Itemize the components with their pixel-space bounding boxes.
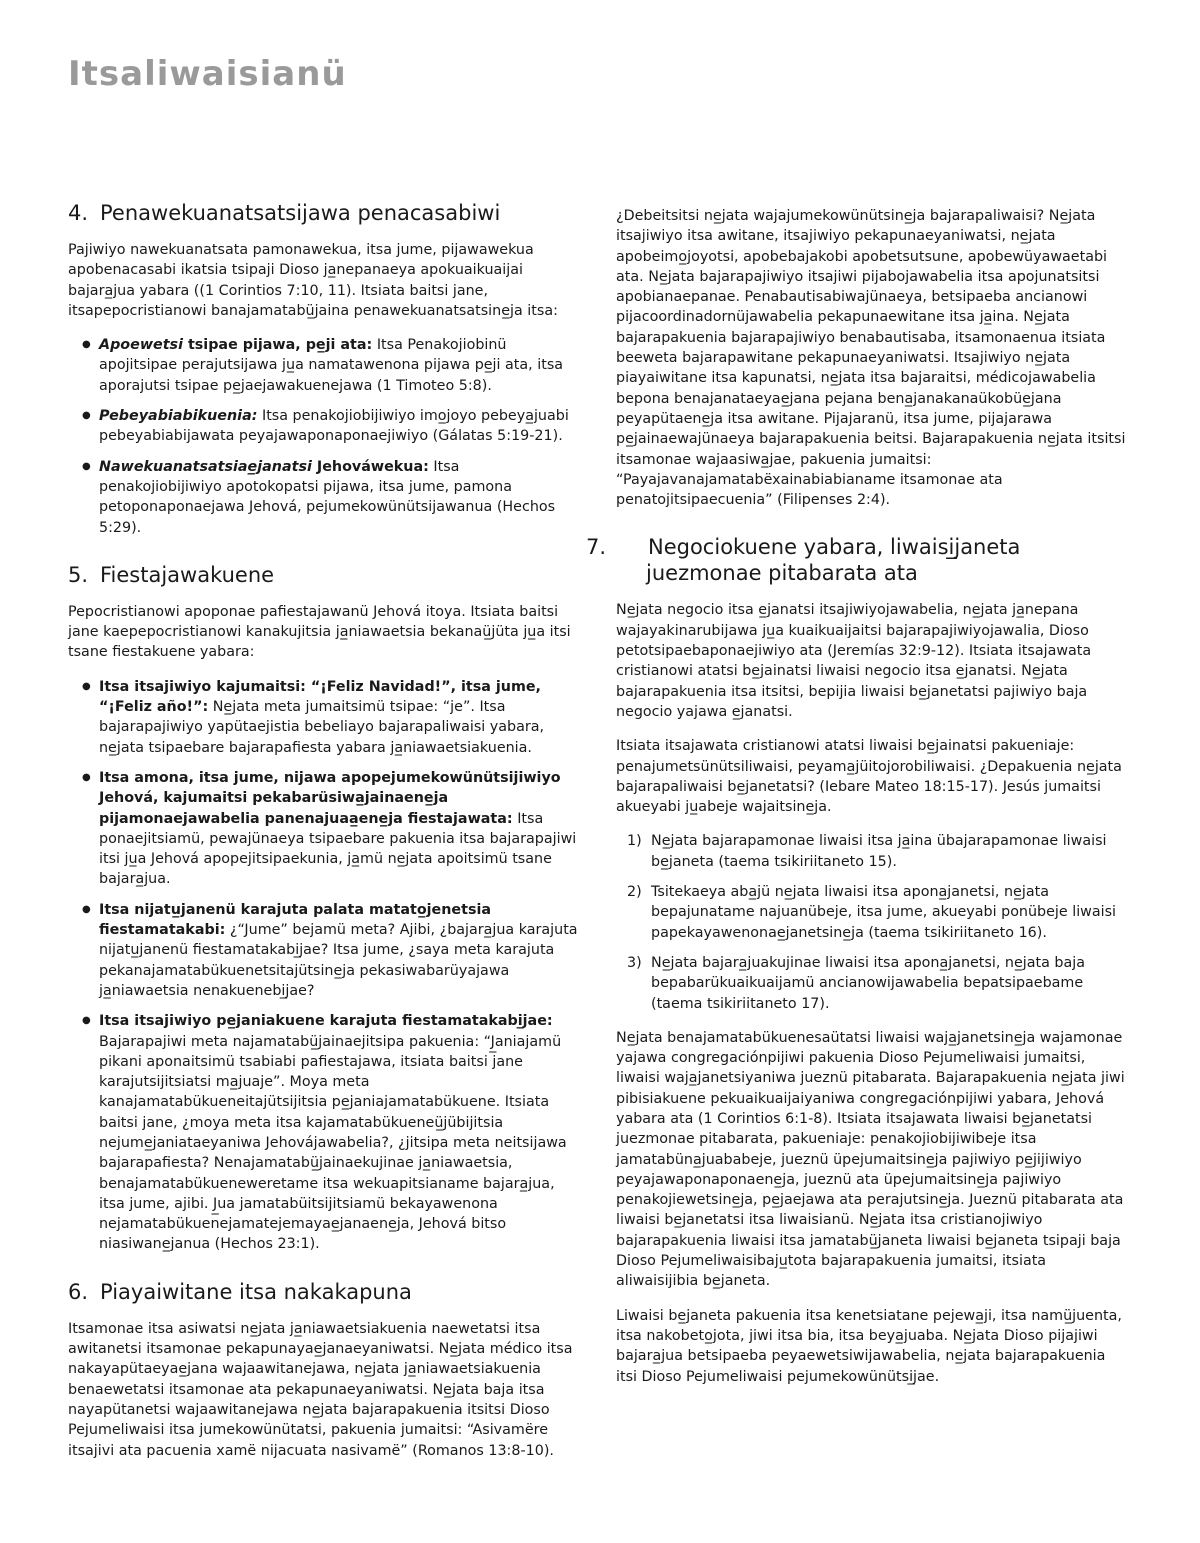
- step-text: Ne̲jata bajara̲juakujinae liwaisi itsa apona̲janetsi, ne̲jata baja bepabarükuaikuaijamü ancianowijawabelia bepatsipaebame (taema tsikiriitaneto 17).: [651, 954, 1085, 1012]
- list-item: [68, 1011, 581, 1255]
- section-4-number: 4.: [68, 201, 89, 225]
- section-4-paragraph: Pajiwiyo nawekuanatsata pamonawekua, itsa jume, pijawawekua apobenacasabi ikatsia tsipaji Dioso ja̲nepanaeya apokuaikuaijai bajara̲jua yabara ((1 Corintios 7:10, 11). Itsiata baitsi jane, itsapepocristianowi banajamatabü̲jaina penawekuanatsatsine̲ja itsa:: [68, 242, 558, 319]
- list-item: [68, 768, 581, 890]
- section-5-number: 5.: [68, 562, 89, 587]
- list-item: [68, 335, 581, 396]
- step-number: 2): [627, 884, 642, 901]
- list-item: [68, 677, 581, 758]
- section-7-paragraph-4: Liwaisi be̲janeta pakuenia itsa kenetsiatane pejewa̲ji, itsa namü̲juenta, itsa nakobeto̲jota, jiwi itsa bia, itsa beya̲juaba. Ne̲jata Dioso pijajiwi bajara̲jua betsipaeba peyaewetsiwijawabelia, ne̲jata bajarapakuenia itsi Dioso Pejumeliwaisi pejumekowünütsi̲jae.: [616, 1307, 1122, 1385]
- section-6-number: 6.: [68, 1279, 89, 1304]
- list-item: [68, 406, 581, 447]
- section-6-heading: [68, 1279, 581, 1305]
- page-header: Itsaliwaisianü: [68, 54, 347, 94]
- section-5-heading: [68, 562, 581, 588]
- bullet-label-italic: Pebeyabiabikuenia:: [99, 408, 258, 425]
- bullet-text: Ne̲jata meta jumaitsimü tsipae: “je”. Itsa bajarapajiwiyo yapütaejistia bebeliayo bajarapaliwaisi yabara, ne̲jata tsipaebare bajarapafiesta yabara ja̲niawaetsiakuenia.: [99, 699, 545, 756]
- bullet-label: Itsa nijatu̲janenü karajuta palata matato̲jenetsia fiestamatakabi:: [99, 901, 492, 939]
- section-5-list: [68, 677, 581, 1255]
- section-7-paragraph-3: Ne̲jata benajamatabükuenesaütatsi liwaisi waja̲janetsine̲ja wajamonae yajawa congregaciónpijiwi pakuenia Dioso Pejumeliwaisi jumaitsi, liwaisi waja̲janetsiyaniwa jueznü pitabarata. Bajarapakuenia ne̲jata jiwi pibisiakuene pekuaikuaijaiyaniwa congregaciónpijiwi yabara, Jehová yabara ata (1 Corintios 6:1-8). Itsiata itsajawata liwaisi be̲janetatsi juezmonae pitabarata, pakueniaje: penakojiobijiwibeje itsa jamatabüna̲juababeje, jueznü üpejumaitsine̲ja pajiwiyo pe̲jijiwiyo peyajawaponaponaene̲ja, jueznü ata üpejumaitsine̲ja pajiwiyo penakojiewetsine̲ja, pe̲jaejawa ata perajutsine̲ja. Jueznü pitabarata ata liwaisi be̲janetatsi itsa liwaisianü. Ne̲jata itsa cristianojiwiyo bajarapakuenia liwaisi itsa jamatabü̲janeta liwaisi be̲janeta tsipaji baja Dioso Pejumeliwaisibaju̲tota bajarapakuenia jumaitsi, itsiata aliwaisijibia be̲janeta.: [616, 1029, 1125, 1290]
- list-item: [616, 953, 1129, 1014]
- bullet-text: Bajarapajiwi meta najamatabü̲jainaejitsipa pakuenia: “J̲aniajamü pikani aponaitsimü tsabiabi pafiestajawa, itsiata baitsi jane karajutsijitsiatsi ma̲juaje”. Moya meta kanajamatabükueneitajütsijitsia pe̲janiajamatabükuene. Itsiata baitsi jane, ¿moya meta itsa kajamatabükueneü̲jübijitsia nejume̲janiataeyaniwa Jehovájawabelia?, ¿jitsipa meta neitsijawa bajarapafiesta? Nenajamatabü̲jainaekujinae ja̲niawaetsia, benajamatabükueneweretame itsa wekuapitsianame bajara̲jua, itsa jume, ajibi. J̲ua jamatabüitsijitsiamü bekayawenona nejamatabükuenejamatejemayae̲janaene̲ja, Jehová bitso niasiwane̲janua (Hechos 23:1).: [99, 1033, 567, 1253]
- section-4-heading: [68, 200, 581, 226]
- left-column: [68, 200, 581, 1475]
- section-7-heading: [586, 534, 1129, 586]
- bullet-label: tsipae pijawa, pe̲ji ata:: [187, 337, 373, 354]
- section-4-list: [68, 335, 581, 538]
- section-7-steps: [616, 831, 1129, 1013]
- list-item: [68, 457, 581, 538]
- bullet-text: Itsa penakojiobijiwiyo imo̲joyo pebeya̲juabi pebeyabiabijawata peyajawaponaponaejiwiyo (Gálatas 5:19-21).: [99, 408, 569, 445]
- bullet-text: Itsa Penakojiobinü apojitsipae perajutsijawa ju̲a namatawenona pijawa pe̲ji ata, itsa aporajutsi tsipae pe̲jaejawakuenejawa (1 Timoteo 5:8).: [99, 337, 564, 394]
- section-6-title: Piayaiwitane itsa nakakapuna: [100, 1279, 412, 1304]
- list-item: [616, 882, 1129, 943]
- section-7-paragraph-1: Ne̲jata negocio itsa e̲janatsi itsajiwiyojawabelia, ne̲jata ja̲nepana wajayakinarubijawa ju̲a kuaikuaijaitsi bajarapajiwiyojawalia, Dioso petotsipaebaponaejiwiyo ata (Jeremías 32:9-12). Itsiata itsajawata cristianowi atatsi be̲jainatsi liwaisi negocio itsa e̲janatsi. Ne̲jata bajarapakuenia itsa itsitsi, bepijia liwaisi be̲janetatsi pajiwiyo baja negocio yajawa e̲janatsi.: [616, 602, 1092, 720]
- bullet-text: Itsa penakojiobijiwiyo apotokopatsi pijawa, itsa jume, pamona petoponaponaejawa Jehová, pejumekowünütsijawanua (Hechos 5:29).: [99, 458, 556, 536]
- bullet-text: Itsa ponaejitsiamü, pewajünaeya tsipaebare pakuenia itsa bajarapajiwi itsi ju̲a Jehová apopejitsipaekunia, ja̲mü ne̲jata apoitsimü tsane bajara̲jua.: [99, 810, 577, 888]
- section-6-paragraph: Itsamonae itsa asiwatsi ne̲jata ja̲niawaetsiakuenia naewetatsi itsa awitanetsi itsamonae pekapunayae̲janaeyaniwatsi. Ne̲jata médico itsa nakayapütaeyae̲jana wajaawitanejawa, ne̲jata ja̲niawaetsiakuenia benaewetatsi itsamonae ata pekapunaeyaniwatsi. Ne̲jata baja itsa nayapütanetsi wajaawitanejawa ne̲jata bajarapakuenia itsitsi Dioso Pejumeliwaisi itsa jumekowünütatsi, pakuenia jumaitsi: “Asivamëre itsajivi ata pacuenia xamë nijacuata nasivamë” (Romanos 13:8-10).: [68, 1320, 573, 1459]
- section-5-title: Fiestajawakuene: [100, 562, 275, 587]
- step-text: Tsitekaeya aba̲jü ne̲jata liwaisi itsa apona̲janetsi, ne̲jata bepajunatame najuanübeje, itsa jume, akueyabi ponübeje liwaisi papekayawenonae̲janetsine̲ja (taema tsikiriitaneto 16).: [651, 884, 1117, 941]
- section-4-title: Penawekuanatsatsijawa penacasabiwi: [100, 201, 501, 225]
- list-item: [68, 900, 581, 1001]
- step-text: Ne̲jata bajarapamonae liwaisi itsa ja̲ina übajarapamonae liwaisi be̲janeta (taema tsikiriitaneto 15).: [651, 833, 1107, 870]
- bullet-label: Itsa itsajiwiyo kajumaitsi: “¡Feliz Navidad!”, itsa jume, “¡Feliz año!”:: [99, 678, 541, 716]
- section-7-number: 7.: [586, 535, 607, 560]
- bullet-text: ¿“Jume” bejamü meta? Ajibi, ¿bajara̲jua karajuta nijatu̲janenü fiestamatakabi̲jae? Itsa jume, ¿saya meta karajuta pekanajamatabükuenetsitajütsine̲ja pekasiwabarüyajawa ja̲niawaetsia nenakuenebi̲jae?: [99, 922, 578, 999]
- right-column: [586, 206, 1129, 1401]
- bullet-label-italic: Apoewetsi: [99, 337, 183, 354]
- section-6-continued-paragraph: ¿Debeitsitsi ne̲jata wajajumekowünütsine̲ja bajarapaliwaisi? Ne̲jata itsajiwiyo itsa awitane, itsajiwiyo pekapunaeyaniwatsi, ne̲jata apobeimo̲joyotsi, apobebajakobi apobetsutsune, apobewüyawaetabi ata. Ne̲jata bajarapajiwiyo itsajiwi pijabojawabelia itsa apojunatsitsi apobianaepanae. Penabautisabiwajünaeya, betsipaeba ancianowi pijacoordinadornüjawabelia pekapunaewitane itsa ja̲ina. Ne̲jata bajarapakuenia bajarapajiwiyo benabautisaba, itsamonaenua itsiata beeweta bajarapawitane pekapunaeyaniwatsi. Itsajiwiyo ne̲jata piayaiwitane itsa kapunatsi, ne̲jata itsa bajaraitsi, médicojawabelia bepona benajanataeyae̲jana pejana bena̲janakanaükobüe̲jana peyapütaene̲ja itsa awitane. Pijajaranü, itsa jume, pijajarawa pe̲jainaewajünaeya bajarapakuenia beitsi. Bajarapakuenia ne̲jata itsitsi itsamonae wajaasiwa̲jae, pakuenia jumaitsi: “Payajavanajamatabëxainabiabianame itsamonae ata penatojitsipaecuenia” (Filipenses 2:4).: [616, 208, 1126, 509]
- bullet-label: Jehováwekua:: [316, 458, 429, 475]
- step-number: 1): [627, 833, 642, 850]
- bullet-label: Itsa itsajiwiyo pe̲janiakuene karajuta fiestamatakabi̲jae:: [99, 1013, 553, 1030]
- bullet-label: Itsa amona, itsa jume, nijawa apopejumekowünütsijiwiyo Jehová, kajumaitsi pekabarüsiwa̲jainaene̲ja pijamonaejawabelia panenajuaa̲ene̲ja fiestajawata:: [99, 769, 561, 827]
- bullet-label-italic: Nawekuanatsatsiae̲janatsi: [99, 458, 312, 475]
- section-7-paragraph-2: Itsiata itsajawata cristianowi atatsi liwaisi be̲jainatsi pakueniaje: penajumetsünütsiliwaisi, peyama̲jüitojorobiliwaisi. ¿Depakuenia ne̲jata bajarapaliwaisi be̲janetatsi? (Iebare Mateo 18:15-17). Jesús jumaitsi akueyabi ju̲abeje wajaitsine̲ja.: [616, 738, 1122, 816]
- list-item: [616, 831, 1129, 872]
- section-7-title: Negociokuene yabara, liwaisi̲janeta juezmonae pitabarata ata: [646, 535, 1021, 586]
- section-5-paragraph: Pepocristianowi apoponae pafiestajawanü Jehová itoya. Itsiata baitsi jane kaepepocristianowi kanakujitsia ja̲niawaetsia bekanaü̲jüta ju̲a itsi tsane fiestakuene yabara:: [68, 603, 571, 661]
- step-number: 3): [627, 954, 642, 971]
